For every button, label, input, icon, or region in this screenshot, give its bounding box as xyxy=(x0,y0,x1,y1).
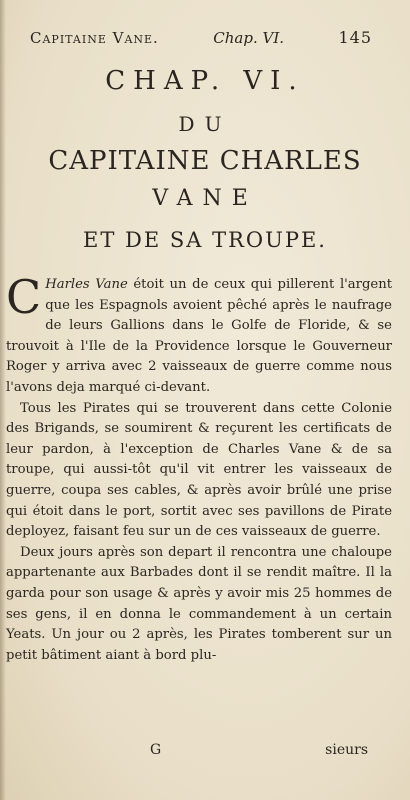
heading-du: DU xyxy=(178,112,232,136)
running-head-title: Capitaine Vane. xyxy=(30,29,159,47)
paragraph-2: Tous les Pirates qui se trouverent dans cette Colonie des Brigands, se soumirent & reçurent les certificats de leur pardon, à l'exception de Charles Vane & de sa troupe, qui aussi-tôt qu'il vit entrer les vaisseaux de guerre, coupa ses cables, & après avoir brûlé une prise qui étoit dans le port, sortit avec ses pavillons de Pirate deployez, faisant feu sur un de ces vaisseaux de guerre. xyxy=(6,400,392,540)
title-line-3: ET DE SA TROUPE. xyxy=(83,228,327,252)
title-line-1: CAPITAINE CHARLES xyxy=(48,146,362,176)
title-line-2: VANE xyxy=(152,186,258,211)
running-head-chapter: Chap. VI. xyxy=(213,29,285,47)
catchword: sieurs xyxy=(325,742,368,758)
running-head xyxy=(30,28,372,47)
drop-cap: C xyxy=(6,270,42,324)
signature-mark: G xyxy=(150,742,162,758)
opening-words: Harles Vane xyxy=(45,277,128,292)
body-text xyxy=(6,270,392,666)
page-number: 145 xyxy=(338,28,372,47)
paragraph-1-text: étoit un de ceux qui pillerent l'argent que les Espagnols avoient pêché après le naufrage de leurs Gallions dans le Golfe de Floride, & se trouvoit à l'Ile de la Providence lorsque le Gouverneur Roger y arriva avec 2 vaisseaux de guerre comme nous l'avons deja marqué ci-devant. xyxy=(6,277,392,395)
chapter-heading: CHAP. VI. xyxy=(105,66,305,96)
paragraph-1 xyxy=(6,270,392,399)
paragraph-3: Deux jours après son depart il rencontra une chaloupe appartenante aux Barbades dont il se rendit maître. Il la garda pour son usage & après y avoir mis 25 hommes de ses gens, il en donna le commandement à un certain Yeats. Un jour ou 2 après, les Pirates tomberent sur un petit bâtiment aiant à bord plu- xyxy=(6,544,392,663)
